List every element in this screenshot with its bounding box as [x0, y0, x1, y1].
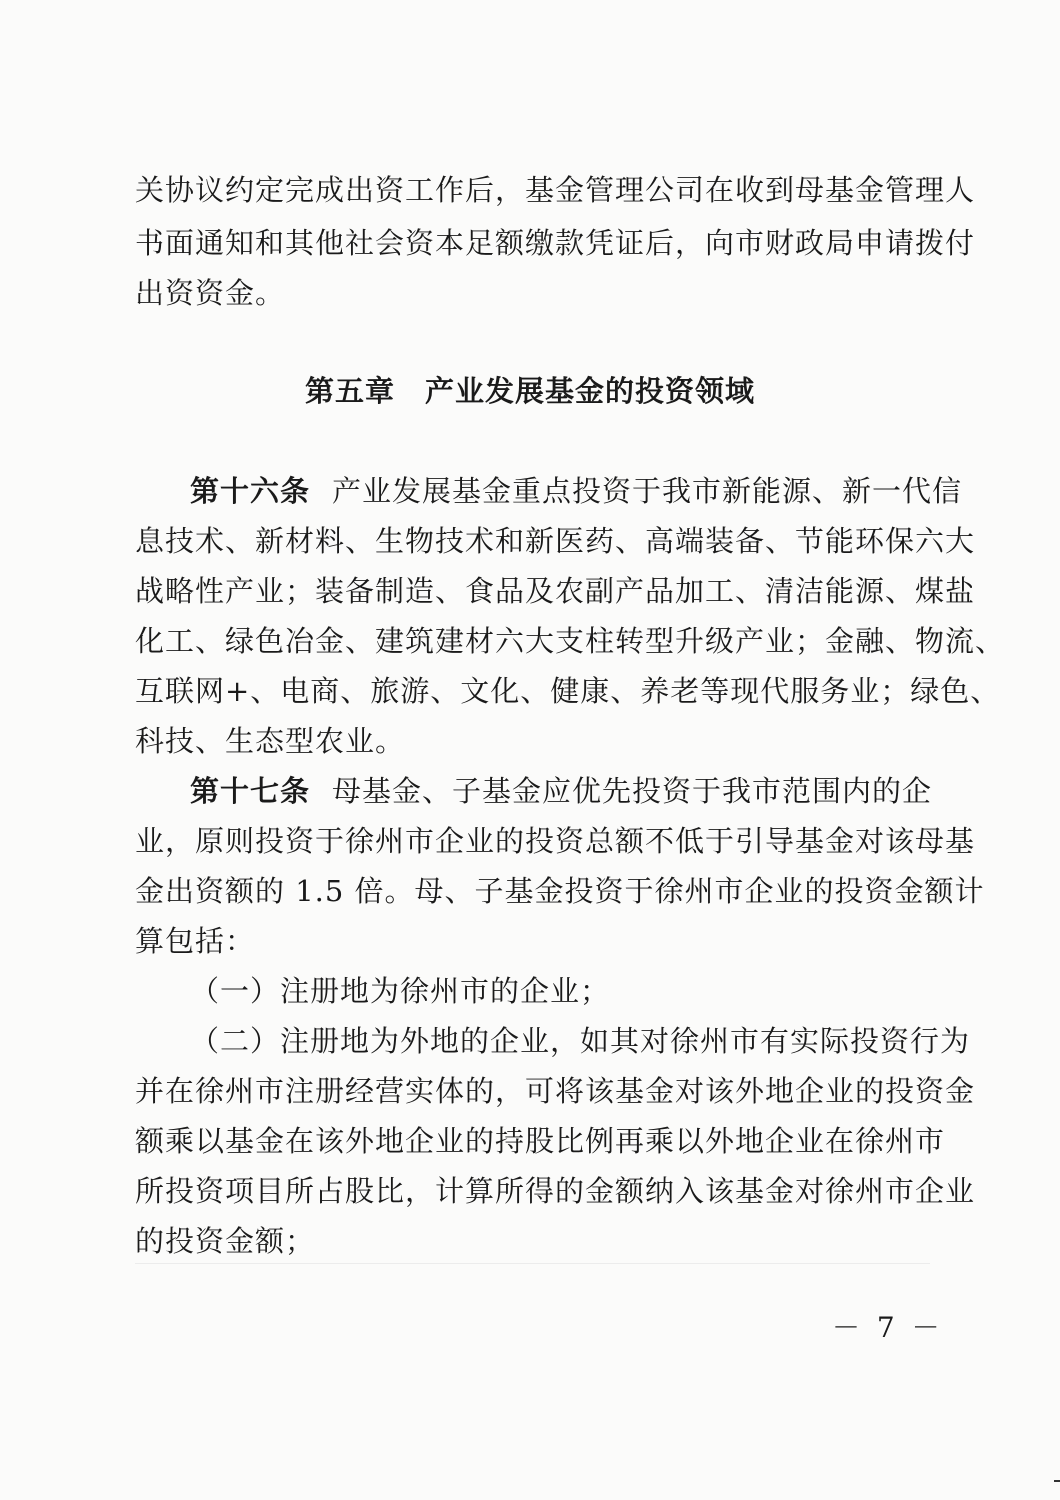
- paragraph-line: 出资资金。: [135, 276, 286, 310]
- article-16-label: 第十六条: [190, 474, 311, 508]
- chapter-heading: 第五章 产业发展基金的投资领域: [304, 374, 755, 408]
- edge-mark: [1054, 1480, 1060, 1482]
- paragraph-line: 算包括：: [135, 924, 256, 958]
- article-16-first-line: [190, 466, 963, 516]
- paragraph-line: 化工、绿色冶金、建筑建材六大支柱转型升级产业；金融、物流、: [135, 624, 1006, 658]
- article-17-first-line: [190, 766, 933, 816]
- page-number: － 7 －: [832, 1311, 944, 1344]
- paragraph-line: 金出资额的 1.5 倍。母、子基金投资于徐州市企业的投资金额计: [135, 874, 985, 908]
- paragraph-line: 关协议约定完成出资工作后，基金管理公司在收到母基金管理人: [135, 173, 976, 207]
- paragraph-line: 并在徐州市注册经营实体的，可将该基金对该外地企业的投资金: [135, 1074, 976, 1108]
- paragraph-line: 科技、生态型农业。: [135, 724, 406, 758]
- article-17-label: 第十七条: [190, 774, 311, 808]
- paragraph-line: 互联网+、电商、旅游、文化、健康、养老等现代服务业；绿色、: [135, 674, 1001, 708]
- paragraph-line: 息技术、新材料、生物技术和新医药、高端装备、节能环保六大: [135, 524, 976, 558]
- article-16-text: 产业发展基金重点投资于我市新能源、新一代信: [332, 474, 963, 508]
- paragraph-line: 的投资金额；: [135, 1224, 316, 1258]
- list-item-1: （一）注册地为徐州市的企业；: [190, 974, 611, 1008]
- paragraph-line: 业，原则投资于徐州市企业的投资总额不低于引导基金对该母基: [135, 824, 976, 858]
- paragraph-line: 所投资项目所占股比，计算所得的金额纳入该基金对徐州市企业: [135, 1174, 976, 1208]
- paragraph-line: 战略性产业；装备制造、食品及农副产品加工、清洁能源、煤盐: [135, 574, 976, 608]
- article-17-text: 母基金、子基金应优先投资于我市范围内的企: [332, 774, 933, 808]
- list-item-2-first-line: （二）注册地为外地的企业，如其对徐州市有实际投资行为: [190, 1024, 971, 1058]
- paragraph-line: 额乘以基金在该外地企业的持股比例再乘以外地企业在徐州市: [135, 1124, 946, 1158]
- paragraph-line: 书面通知和其他社会资本足额缴款凭证后，向市财政局申请拨付: [135, 226, 976, 260]
- divider: [135, 1263, 930, 1264]
